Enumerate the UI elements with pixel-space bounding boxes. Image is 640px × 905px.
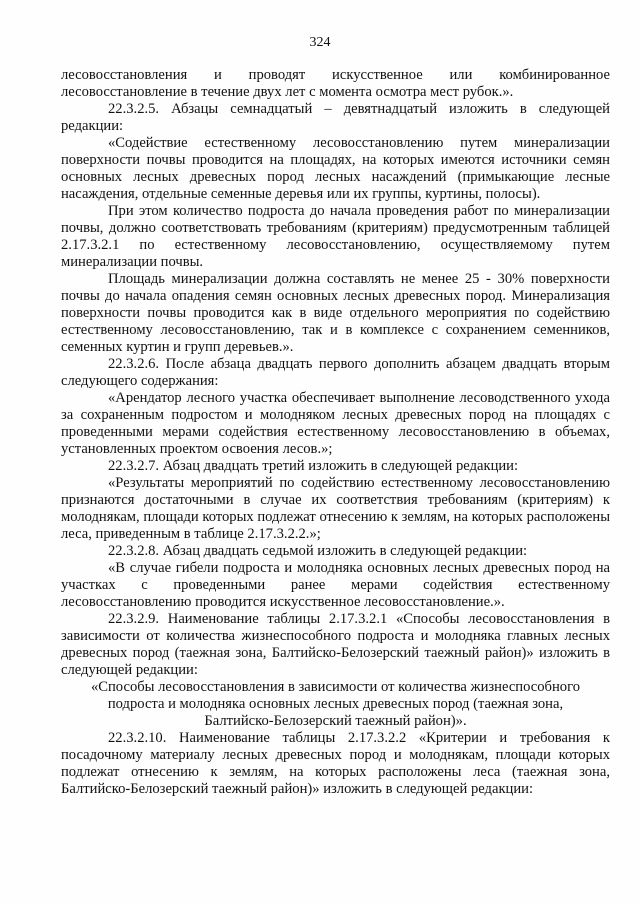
paragraph-22-3-2-6: 22.3.2.6. После абзаца двадцать первого дополнить абзацем двадцать вторым следующего содержания: [61,356,610,389]
paragraph-22-3-2-5: 22.3.2.5. Абзацы семнадцатый – девятнадцатый изложить в следующей редакции: [61,101,610,134]
paragraph-22-3-2-7: 22.3.2.7. Абзац двадцать третий изложить в следующей редакции: [108,458,519,474]
paragraph-loss-quote: «В случае гибели подроста и молодняка основных лесных древесных пород на участках с проведенными ранее мерами содействия естественному лесовосстановлению проводится искусственное лесовосстановление.». [61,560,610,610]
paragraph-undergrowth-requirement: При этом количество подроста до начала проведения работ по минерализации почвы, должно соответствовать требованиям (критериям) предусмотренным таблицей 2.17.3.2.1 по естественному лесовосстановлению, осуществляемому путем минерализации почвы. [61,203,610,270]
paragraph-tenant-care-quote: «Арендатор лесного участка обеспечивает выполнение лесоводственного ухода за сохраненным подростом и молодняком лесных древесных пород на площадях с проведенными мерами содействия естественному лесовосстановлению в объемах, установленных проектом освоения лесов.»; [61,390,610,457]
page-number: 324 [309,35,331,50]
paragraph-mineralization-area: Площадь минерализации должна составлять не менее 25 - 30% поверхности почвы до начала опадения семян основных лесных древесных пород. Минерализация поверхности почвы проводится как в виде отдельного мероприятия по содействию естественному лесовосстановлению, так и в комплексе с сохранением семенников, семенных куртин и групп деревьев.». [61,271,610,355]
paragraph-22-3-2-10: 22.3.2.10. Наименование таблицы 2.17.3.2.2 «Критерии и требования к посадочному материалу лесных древесных пород и молоднякам, площади которых подлежат отнесению к землям, на которых расположены леса (таежная зона, Балтийско-Белозерский таежный район)» изложить в следующей редакции: [61,730,610,797]
table-title-quote: «Способы лесовосстановления в зависимости от количества жизнеспособного подроста и молодняка основных лесных древесных пород (таежная зона, Балтийско-Белозерский таежный район)». [90,679,581,729]
paragraph-mineralization-quote: «Содействие естественному лесовосстановлению путем минерализации поверхности почвы проводится на площадях, на которых имеются источники семян основных лесных древесных пород лесных насаждений (примыкающие лесные насаждения, отдельные семенные деревья или их группы, куртины, полосы). [61,135,610,202]
paragraph-results-quote: «Результаты мероприятий по содействию естественному лесовосстановлению признаются достаточными в случае их соответствия требованиям (критериям) к молоднякам, площади которых подлежат отнесению к землям, на которых расположены леса, приведенным в таблице 2.17.3.2.2.»; [61,475,610,542]
paragraph-22-3-2-9: 22.3.2.9. Наименование таблицы 2.17.3.2.1 «Способы лесовосстановления в зависимости от количества жизнеспособного подроста и молодняка главных лесных древесных пород (таежная зона, Балтийско-Белозерский таежный район)» изложить в следующей редакции: [61,611,610,678]
document-body [61,67,610,798]
paragraph-continuation: лесовосстановления и проводят искусственное или комбинированное лесовосстановление в течение двух лет с момента осмотра мест рубок.». [61,67,610,100]
paragraph-22-3-2-8: 22.3.2.8. Абзац двадцать седьмой изложить в следующей редакции: [108,543,528,559]
